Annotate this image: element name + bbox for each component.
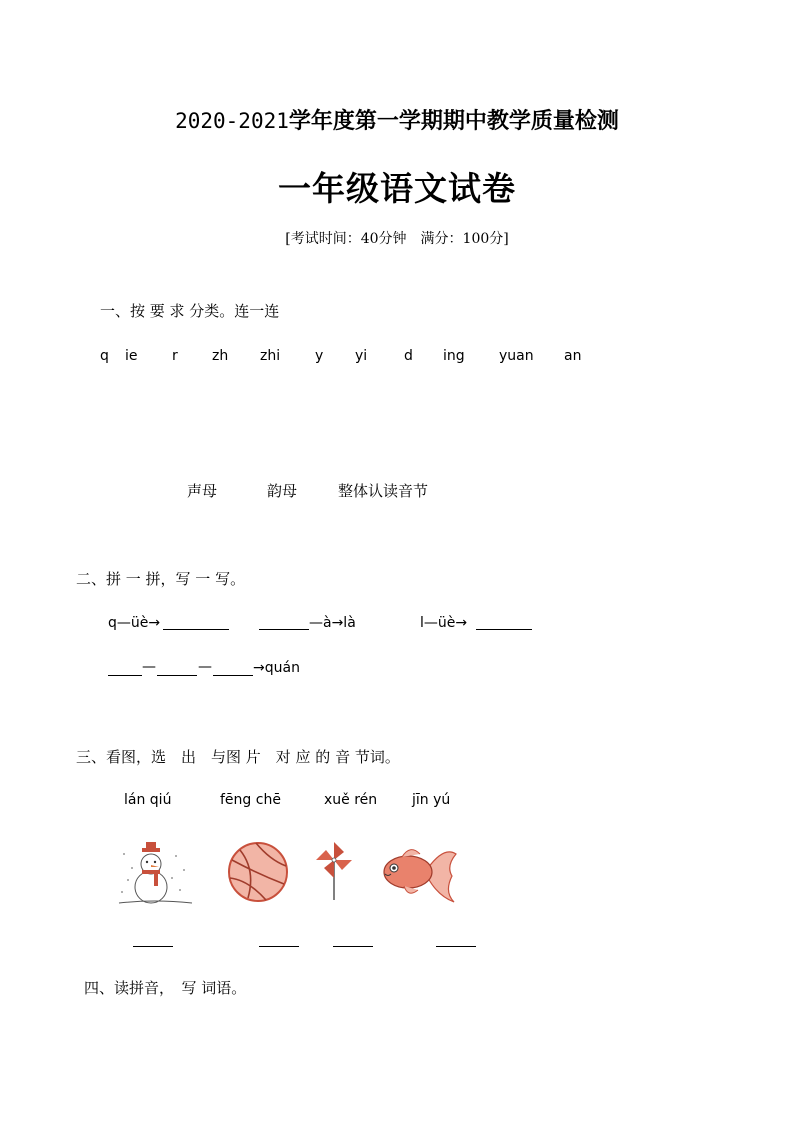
snowman-icon — [114, 840, 196, 906]
exam-info: [考试时间：40分钟 满分：100分] — [285, 231, 509, 247]
spell-item-4-suffix: →quán — [253, 660, 300, 676]
picture-answer-blank-1[interactable] — [133, 946, 173, 947]
dash-1: — — [142, 659, 156, 675]
syllable-zhi: zhi — [260, 348, 281, 364]
spell-item-1-prefix: q—üè→ — [108, 615, 161, 631]
spell-item-2-suffix: —à→là — [309, 615, 356, 631]
syllable-y: y — [315, 348, 324, 364]
basketball-icon — [226, 840, 290, 904]
answer-blank-5[interactable] — [157, 675, 197, 676]
answer-blank-2[interactable] — [259, 629, 309, 630]
category-finals: 韵母 — [267, 482, 298, 500]
word-fengche: fēng chē — [220, 792, 281, 808]
dash-2: — — [198, 659, 212, 675]
pinwheel-icon — [314, 840, 354, 902]
syllable-zh: zh — [212, 348, 229, 364]
picture-answer-blank-2[interactable] — [259, 946, 299, 947]
category-whole-syllables: 整体认读音节 — [338, 482, 429, 500]
spell-item-3-prefix: l—üè→ — [420, 615, 468, 631]
answer-blank-1[interactable] — [163, 629, 229, 630]
word-lanqiu: lán qiú — [124, 792, 172, 808]
syllable-an: an — [564, 348, 582, 364]
picture-answer-blank-4[interactable] — [436, 946, 476, 947]
word-xueren: xuě rén — [324, 792, 378, 808]
answer-blank-6[interactable] — [213, 675, 253, 676]
syllable-ing: ing — [443, 348, 465, 364]
syllable-ie: ie — [125, 348, 138, 364]
syllable-r: r — [172, 348, 178, 364]
section2-title: 二、拼 一 拼，写 一 写。 — [76, 570, 246, 588]
section3-title: 三、看图，选 出 与图 片 对 应 的 音 节词。 — [76, 748, 400, 766]
syllable-yuan: yuan — [499, 348, 534, 364]
goldfish-icon — [380, 840, 460, 904]
picture-answer-blank-3[interactable] — [333, 946, 373, 947]
section1-title: 一、按 要 求 分类。连一连 — [100, 302, 280, 320]
syllable-q: q — [100, 348, 109, 364]
exam-header-title — [0, 104, 794, 135]
answer-blank-3[interactable] — [476, 629, 532, 630]
syllable-yi: yi — [355, 348, 368, 364]
answer-blank-4[interactable] — [108, 675, 142, 676]
paper-title: 一年级语文试卷 — [278, 169, 516, 208]
school-year: 2020-2021 — [175, 109, 289, 133]
word-jinyu: jīn yú — [412, 792, 451, 808]
syllable-d: d — [404, 348, 413, 364]
section4-title: 四、读拼音， 写 词语。 — [84, 979, 247, 997]
header-title-rest: 学年度第一学期期中教学质量检测 — [288, 108, 619, 134]
category-initials: 声母 — [187, 482, 218, 500]
